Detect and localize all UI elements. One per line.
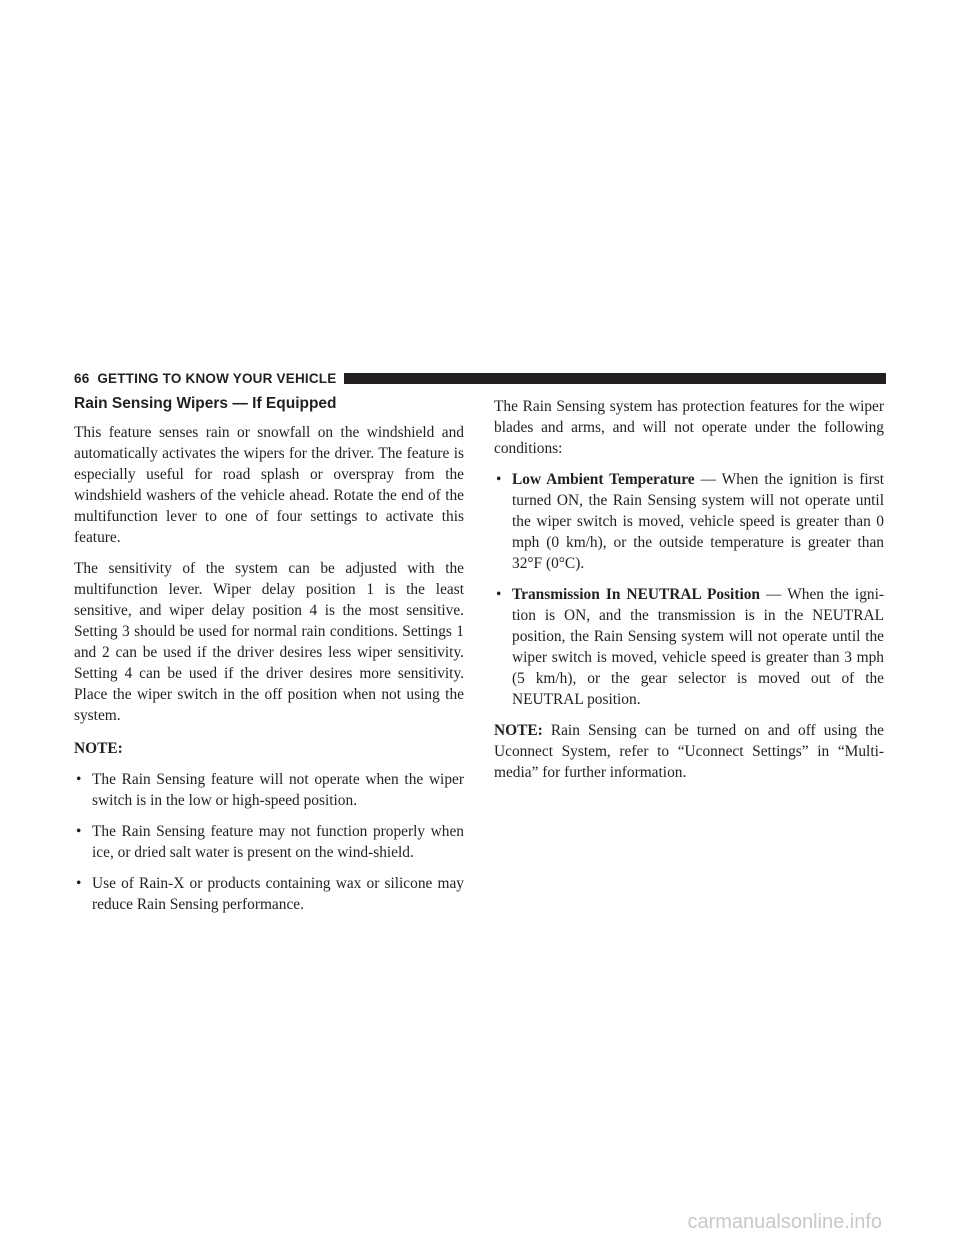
bullet-icon: • <box>76 875 82 892</box>
note-label: NOTE: <box>74 740 123 757</box>
bullet-icon: • <box>496 471 502 488</box>
section-name: GETTING TO KNOW YOUR VEHICLE <box>97 370 337 386</box>
header-rule <box>344 373 886 384</box>
page-header <box>74 368 886 388</box>
condition-term: Low Ambient Temperature <box>512 471 695 488</box>
bullet-icon: • <box>76 771 82 788</box>
paragraph: This feature senses rain or snowfall on the windshield and automatically activates the wipers for the driver. The feature is especially useful for road splash or overspray from the windshield washers of the vehicle ahead. Rotate the end of the multifunction lever to one of four settings to activate this feature. <box>74 424 464 546</box>
paragraph: The sensitivity of the system can be adjusted with the multifunction lever. Wiper delay position 1 is the least sensitive, and wiper delay position 4 is the most sensitive. Setting 3 should be used for normal rain conditions. Settings 1 and 2 can be used if the driver desires less wiper sensitivity. Setting 4 can be used if the driver desires more sensitivity. Place the wiper switch in the off position when not using the system. <box>74 560 464 724</box>
section-title: Rain Sensing Wipers — If Equipped <box>74 395 337 412</box>
note-paragraph <box>494 720 884 783</box>
list-item <box>494 469 884 574</box>
note-text: The Rain Sensing feature may not function properly when ice, or dried salt water is present on the wind-shield. <box>92 823 464 861</box>
note-text: The Rain Sensing feature will not operate when the wiper switch is in the low or high-speed position. <box>92 771 464 809</box>
note-text: Use of Rain-X or products containing wax or silicone may reduce Rain Sensing performance. <box>92 875 464 913</box>
condition-term: Transmission In NEUTRAL Position <box>512 586 760 603</box>
note-list <box>74 769 464 915</box>
condition-list <box>494 469 884 710</box>
bullet-icon: • <box>76 823 82 840</box>
right-column <box>494 396 884 793</box>
list-item <box>494 584 884 710</box>
left-column <box>74 394 464 925</box>
list-item <box>74 873 464 915</box>
note-label: NOTE: <box>494 722 543 739</box>
list-item <box>74 769 464 811</box>
condition-text: — When the igni-tion is ON, and the transmission is in the NEUTRAL position, the Rain Sensing system will not operate until the wiper switch is moved, vehicle speed is greater than 3 mph (5 km/h), or the gear selector is moved out of the NEUTRAL position. <box>512 586 884 708</box>
page-number: 66 <box>74 370 90 386</box>
paragraph: The Rain Sensing system has protection features for the wiper blades and arms, and will not operate under the following conditions: <box>494 398 884 457</box>
note-text: Rain Sensing can be turned on and off using the Uconnect System, refer to “Uconnect Settings” in “Multi-media” for further information. <box>494 722 884 781</box>
list-item <box>74 821 464 863</box>
watermark: carmanualsonline.info <box>687 1211 882 1233</box>
page-header-label <box>74 371 336 386</box>
condition-text: — When the ignition is first turned ON, the Rain Sensing system will not operate until the wiper switch is moved, vehicle speed is greater than 0 mph (0 km/h), or the outside temperature is greater than 32°F (0°C). <box>512 471 884 572</box>
bullet-icon: • <box>496 586 502 603</box>
